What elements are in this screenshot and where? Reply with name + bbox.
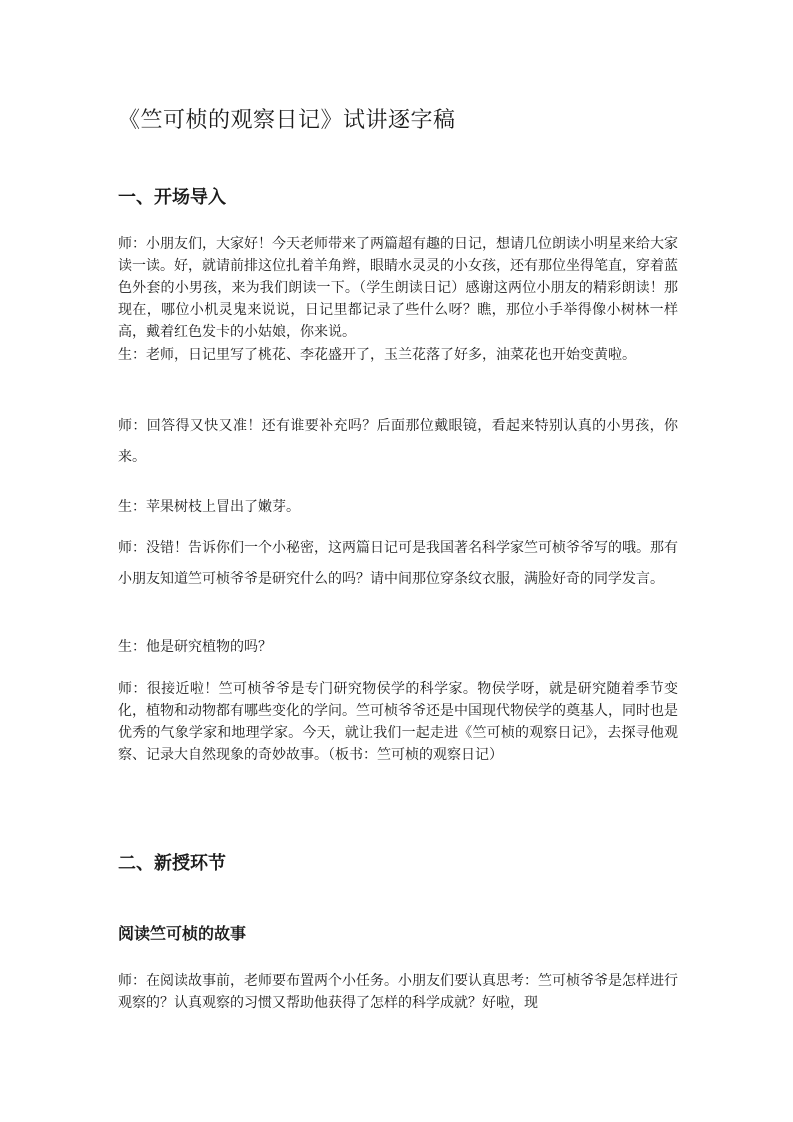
paragraph-student-answer-2: 生：苹果树枝上冒出了嫩芽。 — [118, 499, 300, 515]
paragraph-teacher-tasks: 师：在阅读故事前，老师要布置两个小任务。小朋友们要认真思考：竺可桢爷爷是怎样进行观察的？认真观察的习惯又帮助他获得了怎样的科学成就？好啦，现 — [118, 973, 678, 1011]
section-heading-new-lesson: 二、新授环节 — [118, 853, 226, 874]
paragraph-teacher-followup: 师：回答得又快又准！还有谁要补充吗？后面那位戴眼镜，看起来特别认真的小男孩，你来。 — [118, 418, 678, 465]
section-heading-intro: 一、开场导入 — [118, 187, 226, 208]
paragraph-student-answer-3: 生：他是研究植物的吗？ — [118, 639, 272, 655]
paragraph-teacher-phenology: 师：很接近啦！竺可桢爷爷是专门研究物侯学的科学家。物侯学呀，就是研究随着季节变化，植物和动物都有哪些变化的学问。竺可桢爷爷还是中国现代物侯学的奠基人，同时也是优秀的气象学家和地理学家。今天，就让我们一起走进《竺可桢的观察日记》，去探寻他观察、记录大自然现象的奇妙故事。（板书：竺可桢的观察日记） — [118, 681, 678, 763]
paragraph-teacher-opening: 师：小朋友们，大家好！今天老师带来了两篇超有趣的日记，想请几位朗读小明星来给大家读一读。好，就请前排这位扎着羊角辫，眼睛水灵灵的小女孩，还有那位坐得笔直，穿着蓝色外套的小男孩，来为我们朗读一下。（学生朗读日记）感谢这两位小朋友的精彩朗读！那现在，哪位小机灵鬼来说说，日记里都记录了些什么呀？瞧，那位小手举得像小树林一样高，戴着红色发卡的小姑娘，你来说。 — [118, 236, 678, 340]
document-title: 《竺可桢的观察日记》试讲逐字稿 — [118, 108, 456, 133]
subsection-heading-reading: 阅读竺可桢的故事 — [118, 924, 247, 943]
paragraph-teacher-secret: 师：没错！告诉你们一个小秘密，这两篇日记可是我国著名科学家竺可桢爷爷写的哦。那有小朋友知道竺可桢爷爷是研究什么的吗？请中间那位穿条纹衣服，满脸好奇的同学发言。 — [118, 540, 678, 587]
paragraph-student-answer-1: 生：老师，日记里写了桃花、李花盛开了，玉兰花落了好多，油菜花也开始变黄啦。 — [118, 347, 636, 363]
